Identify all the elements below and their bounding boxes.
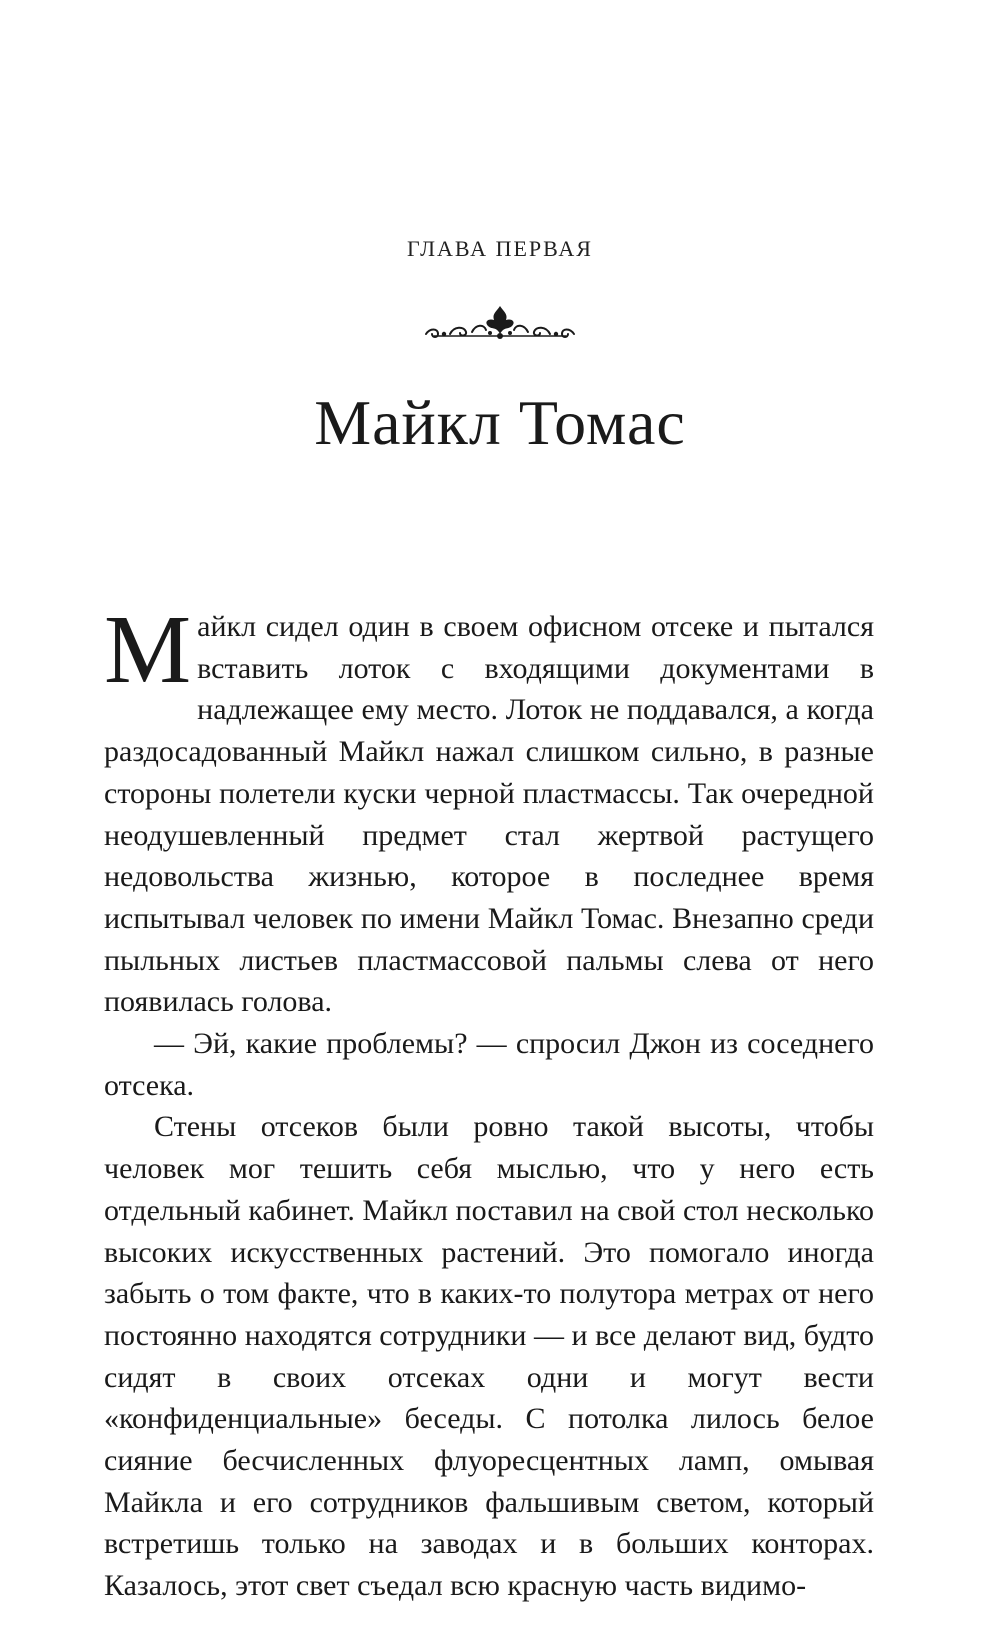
paragraph: Стены отсеков были ровно такой высоты, чтобы человек мог тешить себя мыслью, что у него есть отдельный кабинет. Майкл поставил на свой стол несколько высоких искусственных растений. Это помогало иногда забыть о том факте, что в каких-то полутора метрах от него постоянно находятся сотрудники — и все делают вид, будто сидят в своих отсеках одни и могут вести «конфиденциальные» беседы. С потолка лилось белое сияние бесчисленных флуоресцентных ламп, омывая Майкла и его сотрудников фальшивым светом, который встретишь только на заводах и в больших конторах. Казалось, этот свет съедал всю красную часть видимо- [104, 1110, 874, 1603]
chapter-label: ГЛАВА ПЕРВАЯ [407, 236, 593, 261]
ornament-divider-icon [420, 300, 580, 346]
paragraph-text: айкл сидел один в своем офисном отсеке и пытался вставить лоток с входящими документами в надлежащее ему место. Лоток не поддавался, а когда раздосадованный Майкл нажал слишком сильно, в разные стороны полетели куски черной пластмассы. Так очередной неодушевленный предмет стал жертвой растущего недовольства жизнью, которое в последнее время испытывал человек по имени Майкл Томас. Внезапно среди пыльных листьев пластмассовой пальмы слева от него появилась голова. [104, 610, 874, 1019]
paragraph [104, 596, 874, 1023]
drop-cap: М [104, 596, 192, 704]
chapter-body [104, 596, 874, 1607]
chapter-title: Майкл Томас [314, 387, 686, 458]
paragraph: — Эй, какие проблемы? — спросил Джон из соседнего отсека. [104, 1027, 874, 1102]
